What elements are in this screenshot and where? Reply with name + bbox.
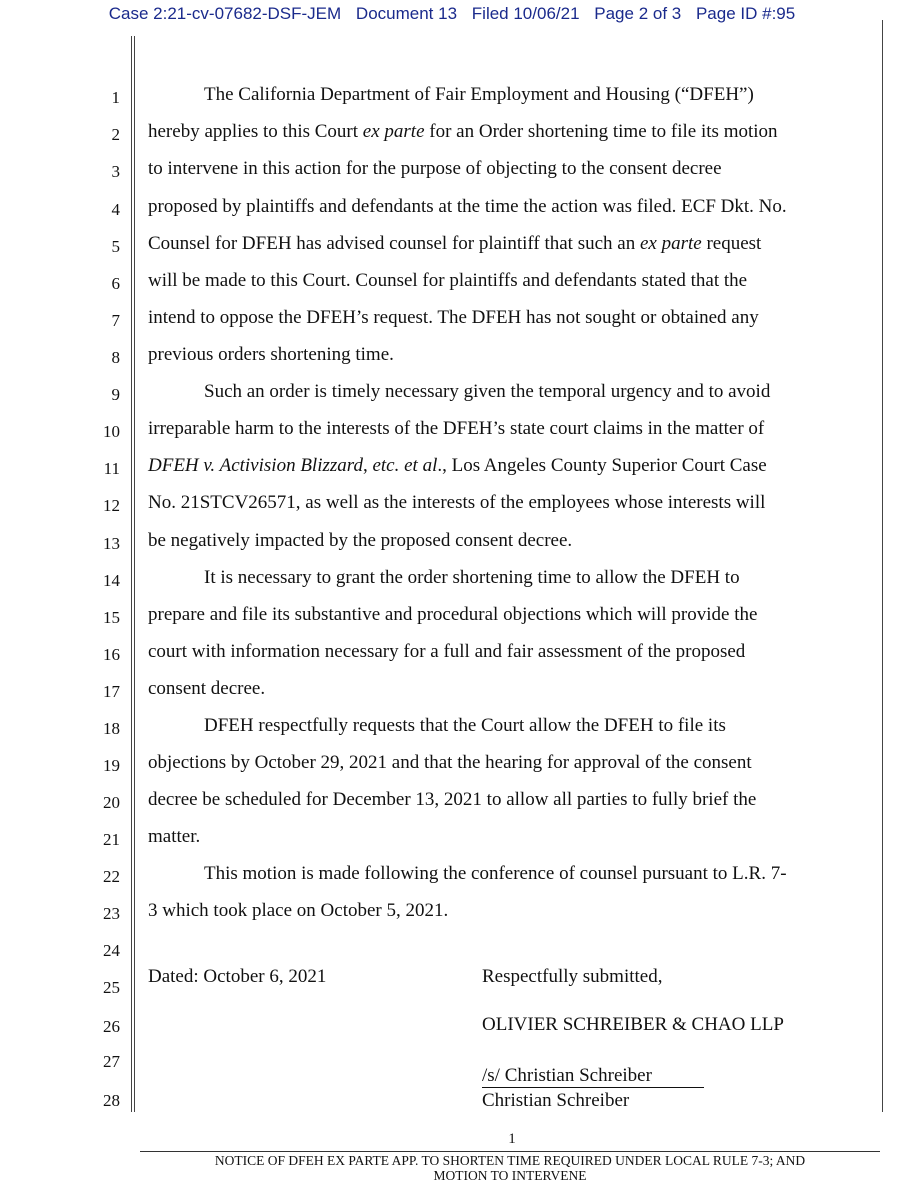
footer-title-line: NOTICE OF DFEH EX PARTE APP. TO SHORTEN TIME REQUIRED UNDER LOCAL RULE 7-3; AND [214,1153,806,1168]
margin-line-double-left [131,36,132,1112]
text-line: to intervene in this action for the purpose of objecting to the consent decree [148,158,722,179]
line-number: 27 [103,1052,120,1071]
text-line: 3 which took place on October 5, 2021. [148,900,449,921]
line-number: 5 [111,237,120,256]
text-line: objections by October 29, 2021 and that the hearing for approval of the consent [148,752,752,773]
signer-name: Christian Schreiber [482,1090,630,1111]
line-number: 4 [111,200,120,219]
line-number: 25 [103,978,120,997]
line-number: 15 [103,608,120,627]
line-number: 22 [103,867,120,886]
text-line: decree be scheduled for December 13, 2021 to allow all parties to fully brief the [148,789,757,810]
text-line: be negatively impacted by the proposed consent decree. [148,530,573,551]
text-line: previous orders shortening time. [148,344,394,365]
line-number: 19 [103,756,120,775]
line-number: 13 [103,534,120,553]
line-number: 7 [111,311,120,330]
italic-text: ex parte [639,233,702,254]
page-number: 1 [508,1131,516,1147]
text-line: It is necessary to grant the order shortening time to allow the DFEH to [204,567,740,588]
text-line: The California Department of Fair Employment and Housing (“DFEH”) [204,84,754,105]
case-number: Case 2:21-cv-07682-DSF-JEM [108,4,342,23]
footer-title [140,1153,880,1183]
electronic-signature: /s/ Christian Schreiber [482,1065,652,1086]
line-number: 6 [111,274,120,293]
text-line: DFEH v. Activision Blizzard, etc. et al., Los Angeles County Superior Court Case [148,455,767,476]
text-line: proposed by plaintiffs and defendants at the time the action was filed. ECF Dkt. No. [148,196,787,217]
margin-line-right [882,20,883,1112]
footer-rule [140,1151,880,1152]
page-id: Page ID #:95 [695,4,796,23]
footer-title-line: MOTION TO INTERVENE [433,1168,587,1183]
filed-date: Filed 10/06/21 [471,4,580,23]
text-line: court with information necessary for a full and fair assessment of the proposed [148,641,746,662]
ecf-header [0,4,904,24]
line-number: 17 [103,682,120,701]
line-number: 28 [103,1091,120,1110]
italic-text: etc. et al [372,455,438,476]
text-line: prepare and file its substantive and procedural objections which will provide the [148,604,758,625]
text-line: DFEH respectfully requests that the Court allow the DFEH to file its [204,715,726,736]
line-number: 24 [103,941,120,960]
italic-text: ex parte [362,121,425,142]
line-number: 20 [103,793,120,812]
text-line: No. 21STCV26571, as well as the interests of the employees whose interests will [148,492,766,513]
line-number: 10 [103,422,120,441]
line-number: 26 [103,1017,120,1036]
text-line: Such an order is timely necessary given the temporal urgency and to avoid [204,381,771,402]
line-number: 8 [111,348,120,367]
case-caption: DFEH v. Activision Blizzard [148,455,363,476]
dated-line: Dated: October 6, 2021 [148,966,327,987]
line-number: 21 [103,830,120,849]
text-line: Counsel for DFEH has advised counsel for plaintiff that such an ex parte request [148,233,762,254]
line-number: 9 [111,385,120,404]
text-line: This motion is made following the conference of counsel pursuant to L.R. 7- [204,863,787,884]
text-line: irreparable harm to the interests of the DFEH’s state court claims in the matter of [148,418,765,439]
page-of: Page 2 of 3 [594,4,682,23]
text-line: intend to oppose the DFEH’s request. The DFEH has not sought or obtained any [148,307,759,328]
signature-line [482,1087,704,1088]
text-line: hereby applies to this Court ex parte for an Order shortening time to file its motion [148,121,778,142]
line-number: 1 [111,88,120,107]
line-number: 16 [103,645,120,664]
document-number: Document 13 [355,4,458,23]
line-number: 14 [103,571,120,590]
law-firm-name: OLIVIER SCHREIBER & CHAO LLP [482,1014,784,1035]
margin-line-double-right [134,36,135,1112]
line-number: 11 [103,459,120,478]
closing-line: Respectfully submitted, [482,966,663,987]
line-number: 23 [103,904,120,923]
line-number: 18 [103,719,120,738]
text-line: consent decree. [148,678,266,699]
line-number: 3 [111,162,120,181]
line-number: 2 [111,125,120,144]
line-number: 12 [103,496,120,515]
text-line: will be made to this Court. Counsel for plaintiffs and defendants stated that the [148,270,748,291]
text-line: matter. [148,826,201,847]
